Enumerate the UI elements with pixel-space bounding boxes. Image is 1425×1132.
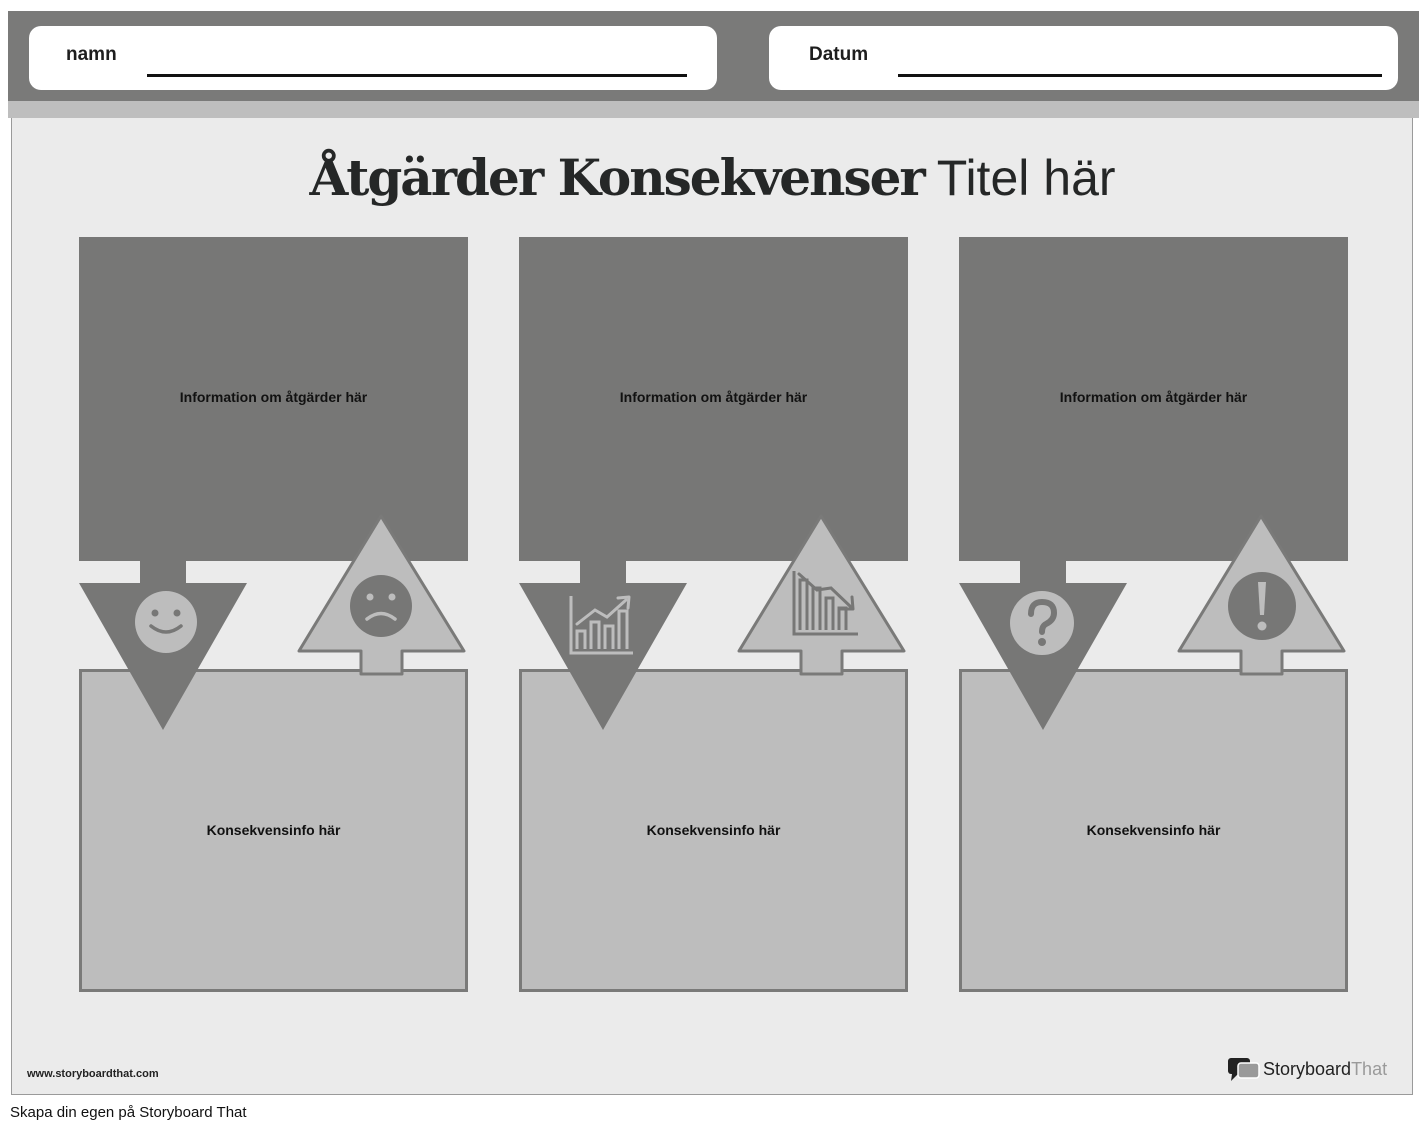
action-box-2[interactable] xyxy=(519,237,908,561)
consequence-text-1: Konsekvensinfo här xyxy=(206,822,341,838)
action-text-2: Information om åtgärder här xyxy=(619,389,808,405)
speech-bubble-icon xyxy=(1227,1056,1261,1082)
brand-that: That xyxy=(1351,1058,1388,1079)
down-arrow-1 xyxy=(79,556,249,732)
name-line[interactable] xyxy=(147,74,687,77)
title-light: Titel här xyxy=(936,150,1116,206)
header-strip xyxy=(8,101,1419,118)
smiley-face-icon xyxy=(135,591,197,653)
name-field[interactable] xyxy=(29,26,717,90)
page-title xyxy=(0,150,1425,206)
up-arrow-2 xyxy=(737,514,907,676)
up-arrow-1 xyxy=(297,514,467,676)
action-box-1[interactable] xyxy=(79,237,468,561)
action-box-3[interactable] xyxy=(959,237,1348,561)
credit-link[interactable]: Skapa din egen på Storyboard That xyxy=(10,1104,247,1121)
date-label: Datum xyxy=(809,44,869,65)
action-text-1: Information om åtgärder här xyxy=(179,389,368,405)
date-line[interactable] xyxy=(898,74,1382,77)
name-label: namn xyxy=(66,44,117,65)
down-arrow-2 xyxy=(519,556,689,732)
consequence-text-3: Konsekvensinfo här xyxy=(1086,822,1221,838)
exclamation-mark-icon xyxy=(1228,572,1296,640)
title-bold: Åtgärder Konsekvenser xyxy=(309,148,924,207)
footer-url[interactable]: www.storyboardthat.com xyxy=(27,1068,159,1080)
storyboardthat-logo xyxy=(1227,1056,1387,1082)
consequence-text-2: Konsekvensinfo här xyxy=(646,822,781,838)
down-arrow-3 xyxy=(959,556,1129,732)
brand-story: Storyboard xyxy=(1263,1058,1352,1079)
sad-face-icon xyxy=(350,575,412,637)
up-arrow-3 xyxy=(1177,514,1347,676)
date-field[interactable] xyxy=(769,26,1398,90)
action-text-3: Information om åtgärder här xyxy=(1059,389,1248,405)
question-mark-icon xyxy=(1010,591,1074,655)
